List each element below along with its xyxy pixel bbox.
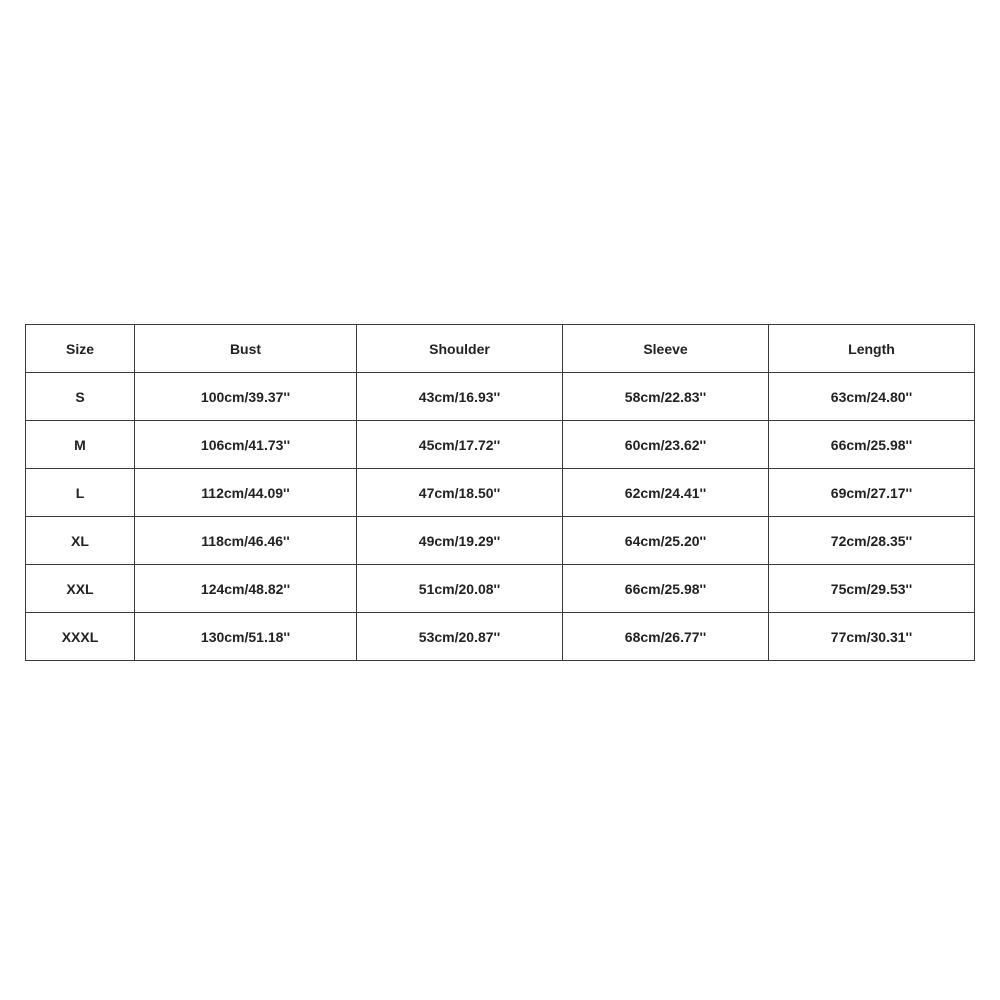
sleeve-cell: 68cm/26.77'' (563, 613, 769, 661)
shoulder-cell: 51cm/20.08'' (357, 565, 563, 613)
bust-cell: 106cm/41.73'' (135, 421, 357, 469)
bust-cell: 112cm/44.09'' (135, 469, 357, 517)
shoulder-cell: 47cm/18.50'' (357, 469, 563, 517)
sleeve-cell: 62cm/24.41'' (563, 469, 769, 517)
shoulder-cell: 53cm/20.87'' (357, 613, 563, 661)
shoulder-cell: 45cm/17.72'' (357, 421, 563, 469)
column-header-shoulder: Shoulder (357, 325, 563, 373)
bust-cell: 100cm/39.37'' (135, 373, 357, 421)
length-cell: 72cm/28.35'' (769, 517, 975, 565)
length-cell: 63cm/24.80'' (769, 373, 975, 421)
size-cell: XXL (26, 565, 135, 613)
sleeve-cell: 60cm/23.62'' (563, 421, 769, 469)
table-row (26, 517, 975, 565)
bust-cell: 118cm/46.46'' (135, 517, 357, 565)
bust-cell: 124cm/48.82'' (135, 565, 357, 613)
size-cell: XL (26, 517, 135, 565)
shoulder-cell: 43cm/16.93'' (357, 373, 563, 421)
column-header-size: Size (26, 325, 135, 373)
table-row (26, 373, 975, 421)
length-cell: 69cm/27.17'' (769, 469, 975, 517)
table-row (26, 469, 975, 517)
length-cell: 77cm/30.31'' (769, 613, 975, 661)
table-row (26, 565, 975, 613)
column-header-sleeve: Sleeve (563, 325, 769, 373)
size-cell: XXXL (26, 613, 135, 661)
shoulder-cell: 49cm/19.29'' (357, 517, 563, 565)
size-cell: S (26, 373, 135, 421)
sleeve-cell: 58cm/22.83'' (563, 373, 769, 421)
length-cell: 75cm/29.53'' (769, 565, 975, 613)
length-cell: 66cm/25.98'' (769, 421, 975, 469)
table-row (26, 421, 975, 469)
bust-cell: 130cm/51.18'' (135, 613, 357, 661)
column-header-bust: Bust (135, 325, 357, 373)
size-cell: L (26, 469, 135, 517)
sleeve-cell: 66cm/25.98'' (563, 565, 769, 613)
sleeve-cell: 64cm/25.20'' (563, 517, 769, 565)
size-cell: M (26, 421, 135, 469)
table-row (26, 613, 975, 661)
size-chart-table (25, 324, 975, 661)
column-header-length: Length (769, 325, 975, 373)
table-header-row (26, 325, 975, 373)
